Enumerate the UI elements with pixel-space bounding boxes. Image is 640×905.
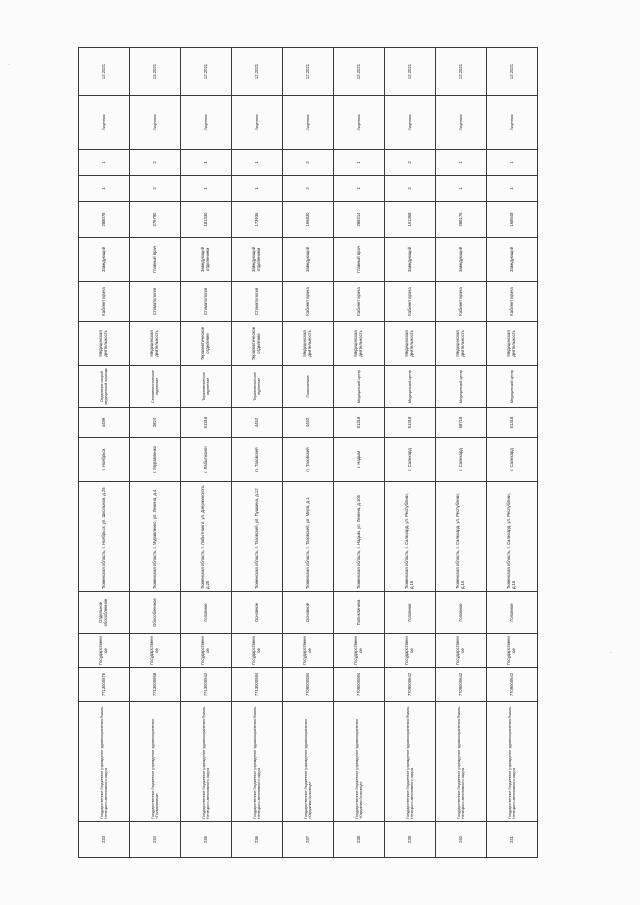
- cell-branch-name: Отделение скорой медицинской помощи: [79, 366, 130, 408]
- table-row: [181, 48, 232, 858]
- cell-code: 51318: [487, 408, 538, 438]
- cell-function: Медицинская деятельность: [436, 322, 487, 366]
- cell-row-number: 233: [79, 822, 130, 858]
- cell-count-b: 2: [130, 150, 181, 176]
- cell-row-number: 235: [181, 822, 232, 858]
- cell-branch-name: Медицинский центр: [385, 366, 436, 408]
- cell-profile: Кабинет врача: [436, 282, 487, 322]
- cell-organization-name: Государственное бюджетное учреждение здравоохранения «Поликлиника»: [130, 702, 181, 822]
- cell-branch-name: Медицинский центр: [334, 366, 385, 408]
- cell-position: Заведующий: [79, 238, 130, 282]
- cell-count-a: 2: [130, 176, 181, 202]
- cell-document: Лицензия: [130, 96, 181, 150]
- cell-date: 12.2021: [79, 48, 130, 96]
- cell-function: Терапевтическое отделение: [232, 322, 283, 366]
- cell-position: Главный врач: [130, 238, 181, 282]
- cell-document: Лицензия: [181, 96, 232, 150]
- cell-unit-type: Головное: [436, 592, 487, 634]
- cell-date: 12.2021: [487, 48, 538, 96]
- table-row: [436, 48, 487, 858]
- cell-branch-name: Медицинский центр: [487, 366, 538, 408]
- cell-profile: Стоматология: [130, 282, 181, 322]
- cell-code: 4452: [232, 408, 283, 438]
- cell-branch-name: Стоматологическое отделение: [130, 366, 181, 408]
- cell-date: 12.2021: [232, 48, 283, 96]
- cell-count-b: 2: [385, 150, 436, 176]
- cell-code: 58718: [436, 408, 487, 438]
- cell-unit-type: Головное: [181, 592, 232, 634]
- cell-function: Медицинская деятельность: [130, 322, 181, 366]
- cell-count-a: 1: [436, 176, 487, 202]
- cell-document: Лицензия: [283, 96, 334, 150]
- cell-address: Тюменская область, г. Надым, ул. Ленина, д.105: [334, 482, 385, 592]
- cell-ownership-form: Государственное: [283, 634, 334, 668]
- cell-organization-name: Государственное бюджетное учреждение здравоохранения Ямало-Ненецкого автономного округа: [385, 702, 436, 822]
- cell-date: 12.2021: [385, 48, 436, 96]
- cell-row-number: 241: [487, 822, 538, 858]
- cell-organization-name: Государственное бюджетное учреждение здравоохранения Ямало-Ненецкого автономного округа: [232, 702, 283, 822]
- cell-row-number: 237: [283, 822, 334, 858]
- rotated-table-wrapper: [78, 48, 538, 858]
- cell-ownership-form: Государственное: [79, 634, 130, 668]
- cell-position: Заведующий: [385, 238, 436, 282]
- cell-profile: Кабинет врача: [283, 282, 334, 322]
- cell-function: Терапевтическое отделение: [181, 322, 232, 366]
- cell-ownership-form: Государственное: [436, 634, 487, 668]
- cell-inn-number: 7709000084: [283, 668, 334, 702]
- table-row: [130, 48, 181, 858]
- cell-unit-type: Головное: [385, 592, 436, 634]
- cell-inn-number: 7713000584: [232, 668, 283, 702]
- table-row: [385, 48, 436, 858]
- cell-count-a: 1: [232, 176, 283, 202]
- cell-position: Заведующий: [487, 238, 538, 282]
- cell-ownership-form: Государственное: [487, 634, 538, 668]
- scan-mark-top: ·: [8, 62, 10, 69]
- cell-date: 12.2021: [436, 48, 487, 96]
- cell-city: г. Ноябрьск: [79, 438, 130, 482]
- cell-profile: Стоматология: [232, 282, 283, 322]
- cell-branch-name: Терапевтическое отделение: [181, 366, 232, 408]
- cell-count-b: 1: [487, 150, 538, 176]
- cell-position: Заведующий отделением: [232, 238, 283, 282]
- cell-address: Тюменская область, г. Салехард, ул. Республики, д.16: [436, 482, 487, 592]
- cell-city: г. Салехард: [487, 438, 538, 482]
- cell-address: Тюменская область, г. Тазовский, ул. Мира, д.1: [283, 482, 334, 592]
- cell-area-value: 181330: [181, 202, 232, 238]
- cell-count-b: 1: [181, 150, 232, 176]
- cell-organization-name: Государственное бюджетное учреждение здравоохранения «Окружная больница»: [334, 702, 385, 822]
- cell-function: Медицинская деятельность: [79, 322, 130, 366]
- cell-area-value: 168648: [487, 202, 538, 238]
- cell-date: 12.2021: [130, 48, 181, 96]
- cell-profile: Стоматология: [181, 282, 232, 322]
- cell-function: Медицинская деятельность: [283, 322, 334, 366]
- cell-unit-type: Отдельное обособленное: [79, 592, 130, 634]
- cell-position: Заведующий: [283, 238, 334, 282]
- cell-organization-name: Государственное бюджетное учреждение здравоохранения Ямало-Ненецкого автономного округа: [487, 702, 538, 822]
- cell-count-a: 1: [79, 176, 130, 202]
- cell-document: Лицензия: [79, 96, 130, 150]
- cell-address: Тюменская область, г. Салехард, ул. Республики, д.16: [487, 482, 538, 592]
- cell-organization-name: Государственное бюджетное учреждение здравоохранения Ямало-Ненецкого автономного округа: [79, 702, 130, 822]
- cell-code: 51318: [385, 408, 436, 438]
- cell-address: Тюменская область, г. Муравленко, ул. Ленина, д.4: [130, 482, 181, 592]
- cell-unit-type: Основное: [232, 592, 283, 634]
- table-row: [487, 48, 538, 858]
- cell-document: Лицензия: [487, 96, 538, 150]
- cell-ownership-form: Государственное: [181, 634, 232, 668]
- table-row: [232, 48, 283, 858]
- cell-count-b: 2: [283, 150, 334, 176]
- cell-unit-type: Головное: [487, 592, 538, 634]
- cell-row-number: 234: [130, 822, 181, 858]
- cell-city: г. Надым: [334, 438, 385, 482]
- cell-organization-name: Государственное бюджетное учреждение здравоохранения Ямало-Ненецкого автономного округа: [436, 702, 487, 822]
- cell-date: 12.2021: [334, 48, 385, 96]
- cell-inn-number: 7713000568: [130, 668, 181, 702]
- cell-profile: Кабинет врача: [385, 282, 436, 322]
- cell-profile: Кабинет врача: [334, 282, 385, 322]
- table-row: [334, 48, 385, 858]
- cell-address: Тюменская область, г. Тазовский, ул. Пушкина, д.12: [232, 482, 283, 592]
- cell-code: 51318: [334, 408, 385, 438]
- cell-branch-name: Поликлиника: [283, 366, 334, 408]
- cell-ownership-form: Государственное: [130, 634, 181, 668]
- cell-date: 12.2021: [283, 48, 334, 96]
- cell-organization-name: Государственное бюджетное учреждение здравоохранения «Окружная больница»: [283, 702, 334, 822]
- cell-address: Тюменская область, г. Лабытнанги, ул. Дзержинского, д.25: [181, 482, 232, 592]
- cell-document: Лицензия: [385, 96, 436, 150]
- cell-row-number: 239: [385, 822, 436, 858]
- cell-address: Тюменская область, г. Ноябрьск, ул. Школьная, д.25: [79, 482, 130, 592]
- cell-inn-number: 7709000642: [487, 668, 538, 702]
- cell-code: 2824: [130, 408, 181, 438]
- records-table: [78, 47, 538, 858]
- cell-date: 12.2021: [181, 48, 232, 96]
- cell-city: п. Тазовский: [283, 438, 334, 482]
- cell-profile: Кабинет врача: [79, 282, 130, 322]
- cell-position: Заведующий: [436, 238, 487, 282]
- cell-count-a: 1: [181, 176, 232, 202]
- cell-area-value: 151368: [385, 202, 436, 238]
- cell-unit-type: Основное: [283, 592, 334, 634]
- cell-branch-name: Терапевтическое отделение: [232, 366, 283, 408]
- cell-inn-number: 7709000642: [436, 668, 487, 702]
- cell-function: Медицинская деятельность: [334, 322, 385, 366]
- cell-area-value: 173936: [232, 202, 283, 238]
- cell-area-value: 288214: [334, 202, 385, 238]
- cell-count-a: 2: [283, 176, 334, 202]
- cell-inn-number: 7713000542: [181, 668, 232, 702]
- cell-organization-name: Государственное бюджетное учреждение здравоохранения Ямало-Ненецкого автономного округа: [181, 702, 232, 822]
- cell-unit-type: Обособленное: [130, 592, 181, 634]
- cell-code: 51318: [181, 408, 232, 438]
- cell-position: Главный врач: [334, 238, 385, 282]
- cell-area-value: 288176: [436, 202, 487, 238]
- table-row: [283, 48, 334, 858]
- cell-ownership-form: Государственное: [334, 634, 385, 668]
- cell-code: 4452: [283, 408, 334, 438]
- cell-area-value: 288078: [79, 202, 130, 238]
- cell-branch-name: Медицинский центр: [436, 366, 487, 408]
- cell-city: г. Салехард: [385, 438, 436, 482]
- cell-function: Медицинская деятельность: [487, 322, 538, 366]
- cell-count-b: 1: [232, 150, 283, 176]
- cell-city: г. Муравленко: [130, 438, 181, 482]
- cell-inn-number: 7713000576: [79, 668, 130, 702]
- cell-city: п. Тазовский: [232, 438, 283, 482]
- cell-ownership-form: Государственное: [232, 634, 283, 668]
- scan-mark-right: ·: [610, 650, 612, 657]
- cell-document: Лицензия: [334, 96, 385, 150]
- cell-row-number: 240: [436, 822, 487, 858]
- cell-address: Тюменская область, г. Салехард, ул. Республики, д.16: [385, 482, 436, 592]
- cell-function: Медицинская деятельность: [385, 322, 436, 366]
- cell-count-a: 1: [487, 176, 538, 202]
- cell-row-number: 238: [334, 822, 385, 858]
- cell-area-value: 166830: [283, 202, 334, 238]
- cell-count-a: 1: [334, 176, 385, 202]
- cell-area-value: 279790: [130, 202, 181, 238]
- cell-document: Лицензия: [232, 96, 283, 150]
- cell-count-b: 1: [79, 150, 130, 176]
- cell-code: 4489: [79, 408, 130, 438]
- cell-profile: Кабинет врача: [487, 282, 538, 322]
- cell-ownership-form: Государственное: [385, 634, 436, 668]
- cell-unit-type: Поликлиника: [334, 592, 385, 634]
- cell-row-number: 236: [232, 822, 283, 858]
- cell-count-b: 1: [334, 150, 385, 176]
- table-row: [79, 48, 130, 858]
- cell-city: г. Лабытнанги: [181, 438, 232, 482]
- cell-inn-number: 7709000642: [385, 668, 436, 702]
- cell-city: г. Салехард: [436, 438, 487, 482]
- cell-count-b: 1: [436, 150, 487, 176]
- cell-document: Лицензия: [436, 96, 487, 150]
- cell-position: Заведующий отделением: [181, 238, 232, 282]
- cell-count-a: 2: [385, 176, 436, 202]
- cell-inn-number: 7709000084: [334, 668, 385, 702]
